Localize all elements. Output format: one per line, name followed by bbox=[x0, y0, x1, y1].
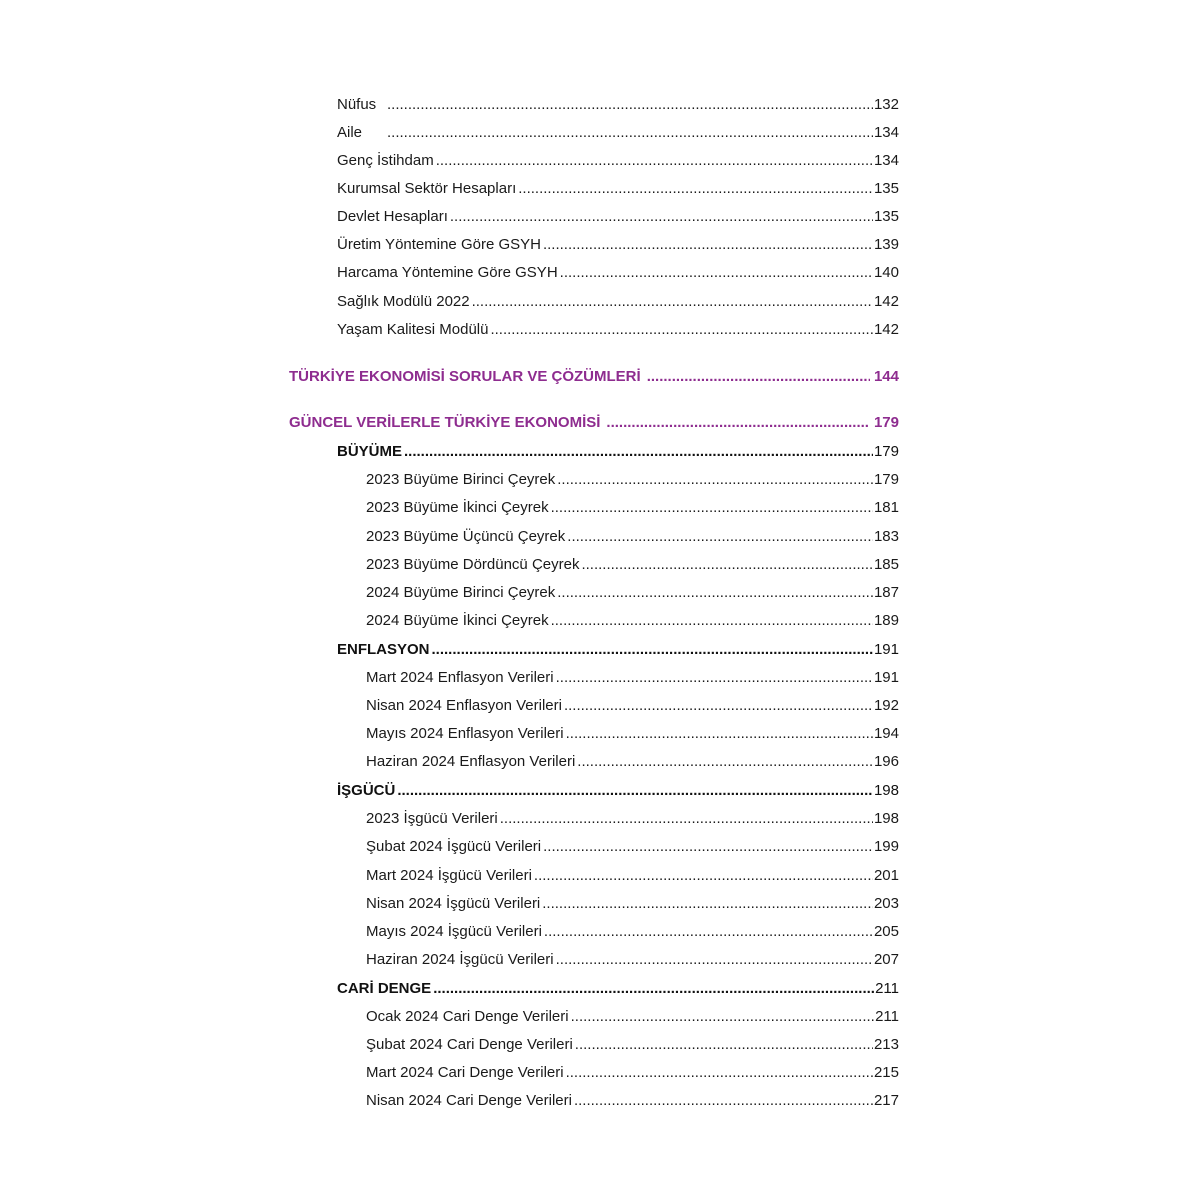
toc-item-label: Haziran 2024 İşgücü Verileri bbox=[366, 951, 554, 968]
toc-item-label: 2023 Büyüme Üçüncü Çeyrek bbox=[366, 528, 566, 545]
leader-dots bbox=[557, 585, 873, 600]
toc-item-label: Haziran 2024 Enflasyon Verileri bbox=[366, 753, 576, 770]
toc-item[interactable] bbox=[366, 868, 899, 883]
toc-item-page: 196 bbox=[873, 753, 899, 770]
toc-item-label: 2023 Büyüme Birinci Çeyrek bbox=[366, 471, 556, 488]
toc-entry[interactable] bbox=[337, 322, 899, 337]
leader-dots bbox=[518, 181, 873, 196]
toc-item[interactable] bbox=[366, 670, 899, 685]
toc-item-page: 203 bbox=[873, 895, 899, 912]
toc-item[interactable] bbox=[366, 896, 899, 911]
toc-item-label: 2024 Büyüme Birinci Çeyrek bbox=[366, 584, 556, 601]
toc-item-label: Mayıs 2024 Enflasyon Verileri bbox=[366, 725, 564, 742]
toc-item[interactable] bbox=[366, 811, 899, 826]
toc-entry[interactable] bbox=[337, 209, 899, 224]
toc-entry[interactable] bbox=[337, 237, 899, 252]
toc-item-page: 199 bbox=[873, 838, 899, 855]
toc-item[interactable] bbox=[366, 1093, 899, 1108]
subsection-label: CARİ DENGE bbox=[337, 980, 432, 997]
toc-entry-label: Kurumsal Sektör Hesapları bbox=[337, 180, 517, 197]
leader-dots bbox=[574, 1093, 873, 1108]
toc-entry-label: Genç İstihdam bbox=[337, 152, 434, 169]
subsection-page: 211 bbox=[875, 980, 899, 997]
toc-item[interactable] bbox=[366, 754, 899, 769]
toc-item-page: 179 bbox=[873, 471, 899, 488]
toc-item[interactable] bbox=[366, 585, 899, 600]
toc-item-page: 201 bbox=[873, 867, 899, 884]
toc-entry-label: Devlet Hesapları bbox=[337, 208, 448, 225]
toc-item-label: Mart 2024 Cari Denge Verileri bbox=[366, 1064, 564, 1081]
leader-dots bbox=[566, 1065, 873, 1080]
leader-dots bbox=[433, 981, 874, 996]
toc-item-page: 189 bbox=[873, 612, 899, 629]
toc-entry-page: 142 bbox=[873, 321, 899, 338]
toc-item[interactable] bbox=[366, 472, 899, 487]
subsection-label: BÜYÜME bbox=[337, 443, 403, 460]
toc-item-label: Nisan 2024 Enflasyon Verileri bbox=[366, 697, 562, 714]
toc-entry-page: 135 bbox=[873, 208, 899, 225]
toc-item-label: Mart 2024 Enflasyon Verileri bbox=[366, 669, 554, 686]
leader-dots bbox=[551, 500, 873, 515]
subsection-page: 179 bbox=[873, 443, 899, 460]
leader-dots bbox=[571, 1009, 874, 1024]
subsection-page: 191 bbox=[873, 641, 899, 658]
toc-subsection[interactable] bbox=[337, 981, 899, 996]
toc-entry[interactable] bbox=[337, 265, 899, 280]
toc-item-page: 217 bbox=[873, 1092, 899, 1109]
leader-dots bbox=[581, 557, 873, 572]
section-heading-page: 179 bbox=[873, 414, 899, 431]
toc-item-label: Ocak 2024 Cari Denge Verileri bbox=[366, 1008, 569, 1025]
toc-entry-page: 132 bbox=[873, 96, 899, 113]
leader-dots bbox=[564, 698, 873, 713]
leader-dots bbox=[556, 952, 873, 967]
leader-dots bbox=[404, 444, 873, 459]
toc-subsection[interactable] bbox=[337, 444, 899, 459]
toc-entry[interactable] bbox=[337, 97, 899, 112]
toc-entry-label: Üretim Yöntemine Göre GSYH bbox=[337, 236, 541, 253]
toc-section-heading[interactable] bbox=[289, 415, 899, 430]
toc-item-label: 2024 Büyüme İkinci Çeyrek bbox=[366, 612, 549, 629]
leader-dots bbox=[575, 1037, 873, 1052]
leader-dots bbox=[397, 783, 873, 798]
toc-item[interactable] bbox=[366, 839, 899, 854]
toc-item-label: Şubat 2024 İşgücü Verileri bbox=[366, 838, 542, 855]
section-heading-label: GÜNCEL VERİLERLE TÜRKİYE EKONOMİSİ bbox=[289, 414, 601, 431]
leader-dots bbox=[577, 754, 873, 769]
toc-item-label: Nisan 2024 İşgücü Verileri bbox=[366, 895, 541, 912]
toc-item[interactable] bbox=[366, 557, 899, 572]
toc-item[interactable] bbox=[366, 726, 899, 741]
toc-entry-label: Aile bbox=[337, 124, 363, 141]
toc-item[interactable] bbox=[366, 529, 899, 544]
toc-item[interactable] bbox=[366, 952, 899, 967]
leader-dots bbox=[542, 896, 873, 911]
toc-entry-page: 134 bbox=[873, 124, 899, 141]
toc-entry-page: 140 bbox=[873, 264, 899, 281]
leader-dots bbox=[544, 924, 873, 939]
toc-item-page: 194 bbox=[873, 725, 899, 742]
leader-dots bbox=[500, 811, 873, 826]
leader-dots bbox=[490, 322, 873, 337]
toc-entry-page: 135 bbox=[873, 180, 899, 197]
toc-entry[interactable] bbox=[337, 153, 899, 168]
leader-dots bbox=[647, 369, 870, 384]
toc-entry-label: Yaşam Kalitesi Modülü bbox=[337, 321, 489, 338]
toc-item-page: 183 bbox=[873, 528, 899, 545]
toc-item[interactable] bbox=[366, 1065, 899, 1080]
toc-item[interactable] bbox=[366, 1037, 899, 1052]
toc-subsection[interactable] bbox=[337, 642, 899, 657]
leader-dots bbox=[534, 868, 873, 883]
toc-item[interactable] bbox=[366, 924, 899, 939]
toc-entry[interactable] bbox=[337, 294, 899, 309]
leader-dots bbox=[551, 613, 873, 628]
toc-item[interactable] bbox=[366, 1009, 899, 1024]
toc-item[interactable] bbox=[366, 698, 899, 713]
toc-item-page: 198 bbox=[873, 810, 899, 827]
toc-entry-page: 142 bbox=[873, 293, 899, 310]
toc-item-page: 181 bbox=[873, 499, 899, 516]
toc-entry-label: Nüfus bbox=[337, 96, 377, 113]
toc-item-label: 2023 Büyüme Dördüncü Çeyrek bbox=[366, 556, 580, 573]
toc-entry[interactable] bbox=[337, 125, 899, 140]
toc-section-heading[interactable] bbox=[289, 369, 899, 384]
toc-item-label: Şubat 2024 Cari Denge Verileri bbox=[366, 1036, 573, 1053]
toc-item-page: 205 bbox=[873, 923, 899, 940]
toc-item[interactable] bbox=[366, 613, 899, 628]
toc-item-page: 215 bbox=[873, 1064, 899, 1081]
leader-dots bbox=[387, 97, 873, 112]
toc-item-label: Mayıs 2024 İşgücü Verileri bbox=[366, 923, 542, 940]
toc-item-page: 213 bbox=[873, 1036, 899, 1053]
subsection-label: ENFLASYON bbox=[337, 641, 430, 658]
toc-entry-label: Sağlık Modülü 2022 bbox=[337, 293, 470, 310]
leader-dots bbox=[566, 726, 873, 741]
leader-dots bbox=[543, 237, 873, 252]
toc-item-label: 2023 İşgücü Verileri bbox=[366, 810, 498, 827]
toc-item-label: 2023 Büyüme İkinci Çeyrek bbox=[366, 499, 549, 516]
toc-item-page: 185 bbox=[873, 556, 899, 573]
leader-dots bbox=[560, 265, 873, 280]
subsection-label: İŞGÜCÜ bbox=[337, 782, 396, 799]
toc-entry-label: Harcama Yöntemine Göre GSYH bbox=[337, 264, 558, 281]
toc-entry-page: 134 bbox=[873, 152, 899, 169]
toc-item-page: 187 bbox=[873, 584, 899, 601]
section-heading-label: TÜRKİYE EKONOMİSİ SORULAR VE ÇÖZÜMLERİ bbox=[289, 368, 641, 385]
leader-dots bbox=[567, 529, 873, 544]
toc-item-page: 191 bbox=[873, 669, 899, 686]
subsection-page: 198 bbox=[873, 782, 899, 799]
section-heading-page: 144 bbox=[873, 368, 899, 385]
leader-dots bbox=[436, 153, 873, 168]
toc-entry[interactable] bbox=[337, 181, 899, 196]
leader-dots bbox=[450, 209, 873, 224]
toc-item-label: Nisan 2024 Cari Denge Verileri bbox=[366, 1092, 572, 1109]
toc-item-label: Mart 2024 İşgücü Verileri bbox=[366, 867, 532, 884]
toc-entry-page: 139 bbox=[873, 236, 899, 253]
toc-item-page: 192 bbox=[873, 697, 899, 714]
leader-dots bbox=[543, 839, 873, 854]
toc-item-page: 211 bbox=[875, 1008, 899, 1025]
toc-item[interactable] bbox=[366, 500, 899, 515]
leader-dots bbox=[387, 125, 873, 140]
leader-dots bbox=[432, 642, 873, 657]
leader-dots bbox=[557, 472, 873, 487]
leader-dots bbox=[556, 670, 873, 685]
toc-subsection[interactable] bbox=[337, 783, 899, 798]
leader-dots bbox=[472, 294, 873, 309]
leader-dots bbox=[606, 415, 870, 430]
toc-item-page: 207 bbox=[873, 951, 899, 968]
